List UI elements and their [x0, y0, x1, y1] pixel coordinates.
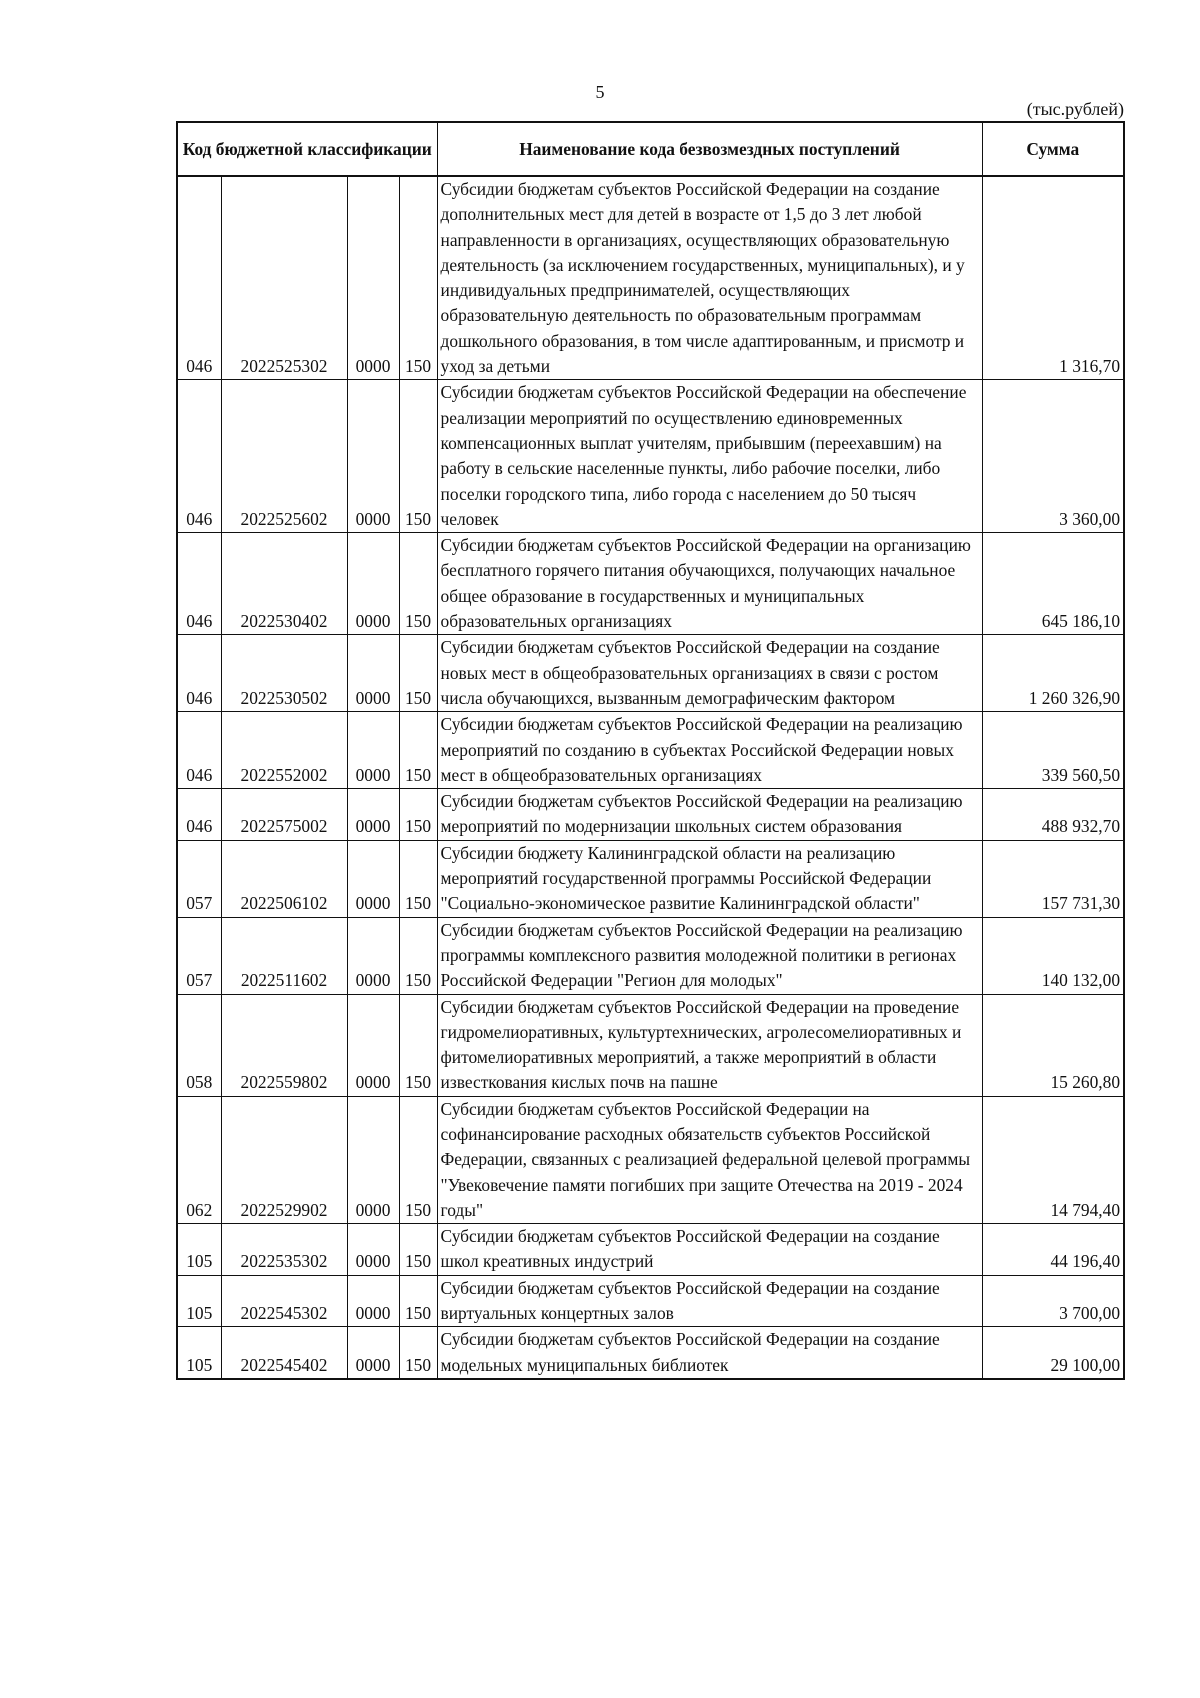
- header-amount: Сумма: [982, 122, 1124, 176]
- table-row: [177, 176, 1124, 380]
- cell-name: Субсидии бюджетам субъектов Российской Федерации на реализацию программы комплексного развития молодежной политики в регионах Российской Федерации "Регион для молодых": [437, 917, 982, 994]
- cell-amount: 157 731,30: [982, 840, 1124, 917]
- cell-subcode: 0000: [347, 840, 399, 917]
- cell-subcode: 0000: [347, 789, 399, 841]
- table-row: [177, 712, 1124, 789]
- cell-ministry: 046: [177, 380, 221, 533]
- cell-group: 150: [399, 1275, 437, 1327]
- cell-ministry: 057: [177, 917, 221, 994]
- cell-code: 2022530502: [221, 635, 347, 712]
- cell-ministry: 062: [177, 1096, 221, 1223]
- cell-code: 2022545402: [221, 1327, 347, 1379]
- table-row: [177, 789, 1124, 841]
- cell-amount: 14 794,40: [982, 1096, 1124, 1223]
- table-row: [177, 380, 1124, 533]
- cell-group: 150: [399, 635, 437, 712]
- cell-ministry: 105: [177, 1224, 221, 1276]
- cell-subcode: 0000: [347, 533, 399, 635]
- table-row: [177, 1224, 1124, 1276]
- header-code: Код бюджетной классификации: [177, 122, 437, 176]
- cell-code: 2022511602: [221, 917, 347, 994]
- cell-ministry: 105: [177, 1275, 221, 1327]
- cell-name: Субсидии бюджетам субъектов Российской Федерации на создание модельных муниципальных библиотек: [437, 1327, 982, 1379]
- cell-name: Субсидии бюджетам субъектов Российской Федерации на организацию бесплатного горячего питания обучающихся, получающих начальное общее образование в государственных и муниципальных образовательных организациях: [437, 533, 982, 635]
- cell-group: 150: [399, 1327, 437, 1379]
- units-label: (тыс.рублей): [1026, 99, 1124, 119]
- cell-subcode: 0000: [347, 1327, 399, 1379]
- cell-name: Субсидии бюджету Калининградской области на реализацию мероприятий государственной программы Российской Федерации "Социально-экономическое развитие Калининградской области": [437, 840, 982, 917]
- cell-group: 150: [399, 1224, 437, 1276]
- table-row: [177, 635, 1124, 712]
- cell-subcode: 0000: [347, 380, 399, 533]
- cell-name: Субсидии бюджетам субъектов Российской Федерации на создание новых мест в общеобразовательных организациях в связи с ростом числа обучающихся, вызванным демографическим фактором: [437, 635, 982, 712]
- cell-amount: 339 560,50: [982, 712, 1124, 789]
- cell-amount: 488 932,70: [982, 789, 1124, 841]
- cell-code: 2022525602: [221, 380, 347, 533]
- table-row: [177, 840, 1124, 917]
- cell-ministry: 046: [177, 176, 221, 380]
- cell-subcode: 0000: [347, 1224, 399, 1276]
- cell-name: Субсидии бюджетам субъектов Российской Федерации на реализацию мероприятий по модернизации школьных систем образования: [437, 789, 982, 841]
- cell-amount: 29 100,00: [982, 1327, 1124, 1379]
- cell-name: Субсидии бюджетам субъектов Российской Федерации на реализацию мероприятий по созданию в субъектах Российской Федерации новых мест в общеобразовательных организациях: [437, 712, 982, 789]
- cell-subcode: 0000: [347, 176, 399, 380]
- cell-group: 150: [399, 994, 437, 1096]
- cell-group: 150: [399, 789, 437, 841]
- cell-ministry: 105: [177, 1327, 221, 1379]
- cell-code: 2022559802: [221, 994, 347, 1096]
- cell-code: 2022575002: [221, 789, 347, 841]
- table-row: [177, 1096, 1124, 1223]
- table-row: [177, 994, 1124, 1096]
- cell-code: 2022530402: [221, 533, 347, 635]
- table-row: [177, 533, 1124, 635]
- cell-amount: 1 260 326,90: [982, 635, 1124, 712]
- cell-ministry: 058: [177, 994, 221, 1096]
- table-row: [177, 1327, 1124, 1379]
- cell-name: Субсидии бюджетам субъектов Российской Федерации на софинансирование расходных обязательств субъектов Российской Федерации, связанных с реализацией федеральной целевой программы "Увековечение памяти погибших при защите Отечества на 2019 - 2024 годы": [437, 1096, 982, 1223]
- cell-subcode: 0000: [347, 917, 399, 994]
- table-row: [177, 1275, 1124, 1327]
- cell-code: 2022552002: [221, 712, 347, 789]
- cell-ministry: 046: [177, 533, 221, 635]
- cell-subcode: 0000: [347, 712, 399, 789]
- cell-group: 150: [399, 1096, 437, 1223]
- cell-amount: 645 186,10: [982, 533, 1124, 635]
- cell-group: 150: [399, 840, 437, 917]
- cell-name: Субсидии бюджетам субъектов Российской Федерации на проведение гидромелиоративных, культуртехнических, агролесомелиоративных и фитомелиоративных мероприятий, а также мероприятий в области известкования кислых почв на пашне: [437, 994, 982, 1096]
- cell-name: Субсидии бюджетам субъектов Российской Федерации на создание дополнительных мест для детей в возрасте от 1,5 до 3 лет любой направленности в организациях, осуществляющих образовательную деятельность (за исключением государственных, муниципальных), и у индивидуальных предпринимателей, осуществляющих образовательную деятельность по образовательным программам дошкольного образования, в том числе адаптированным, и присмотр и уход за детьми: [437, 176, 982, 380]
- page-number: 5: [595, 82, 605, 102]
- cell-group: 150: [399, 712, 437, 789]
- cell-subcode: 0000: [347, 1096, 399, 1223]
- cell-ministry: 046: [177, 789, 221, 841]
- cell-code: 2022506102: [221, 840, 347, 917]
- cell-ministry: 057: [177, 840, 221, 917]
- cell-code: 2022525302: [221, 176, 347, 380]
- cell-ministry: 046: [177, 635, 221, 712]
- table-header-row: [177, 122, 1124, 176]
- cell-name: Субсидии бюджетам субъектов Российской Федерации на создание виртуальных концертных залов: [437, 1275, 982, 1327]
- cell-name: Субсидии бюджетам субъектов Российской Федерации на создание школ креативных индустрий: [437, 1224, 982, 1276]
- cell-amount: 1 316,70: [982, 176, 1124, 380]
- cell-code: 2022535302: [221, 1224, 347, 1276]
- cell-name: Субсидии бюджетам субъектов Российской Федерации на обеспечение реализации мероприятий по осуществлению единовременных компенсационных выплат учителям, прибывшим (переехавшим) на работу в сельские населенные пункты, либо рабочие поселки, либо поселки городского типа, либо города с населением до 50 тысяч человек: [437, 380, 982, 533]
- cell-subcode: 0000: [347, 994, 399, 1096]
- table-row: [177, 917, 1124, 994]
- cell-amount: 140 132,00: [982, 917, 1124, 994]
- cell-subcode: 0000: [347, 1275, 399, 1327]
- cell-code: 2022529902: [221, 1096, 347, 1223]
- cell-group: 150: [399, 380, 437, 533]
- cell-code: 2022545302: [221, 1275, 347, 1327]
- table-body: [177, 176, 1124, 1379]
- cell-amount: 15 260,80: [982, 994, 1124, 1096]
- cell-amount: 3 700,00: [982, 1275, 1124, 1327]
- budget-table: [176, 121, 1125, 1380]
- cell-subcode: 0000: [347, 635, 399, 712]
- cell-amount: 3 360,00: [982, 380, 1124, 533]
- cell-group: 150: [399, 176, 437, 380]
- cell-group: 150: [399, 533, 437, 635]
- cell-group: 150: [399, 917, 437, 994]
- cell-ministry: 046: [177, 712, 221, 789]
- cell-amount: 44 196,40: [982, 1224, 1124, 1276]
- header-name: Наименование кода безвозмездных поступлений: [437, 122, 982, 176]
